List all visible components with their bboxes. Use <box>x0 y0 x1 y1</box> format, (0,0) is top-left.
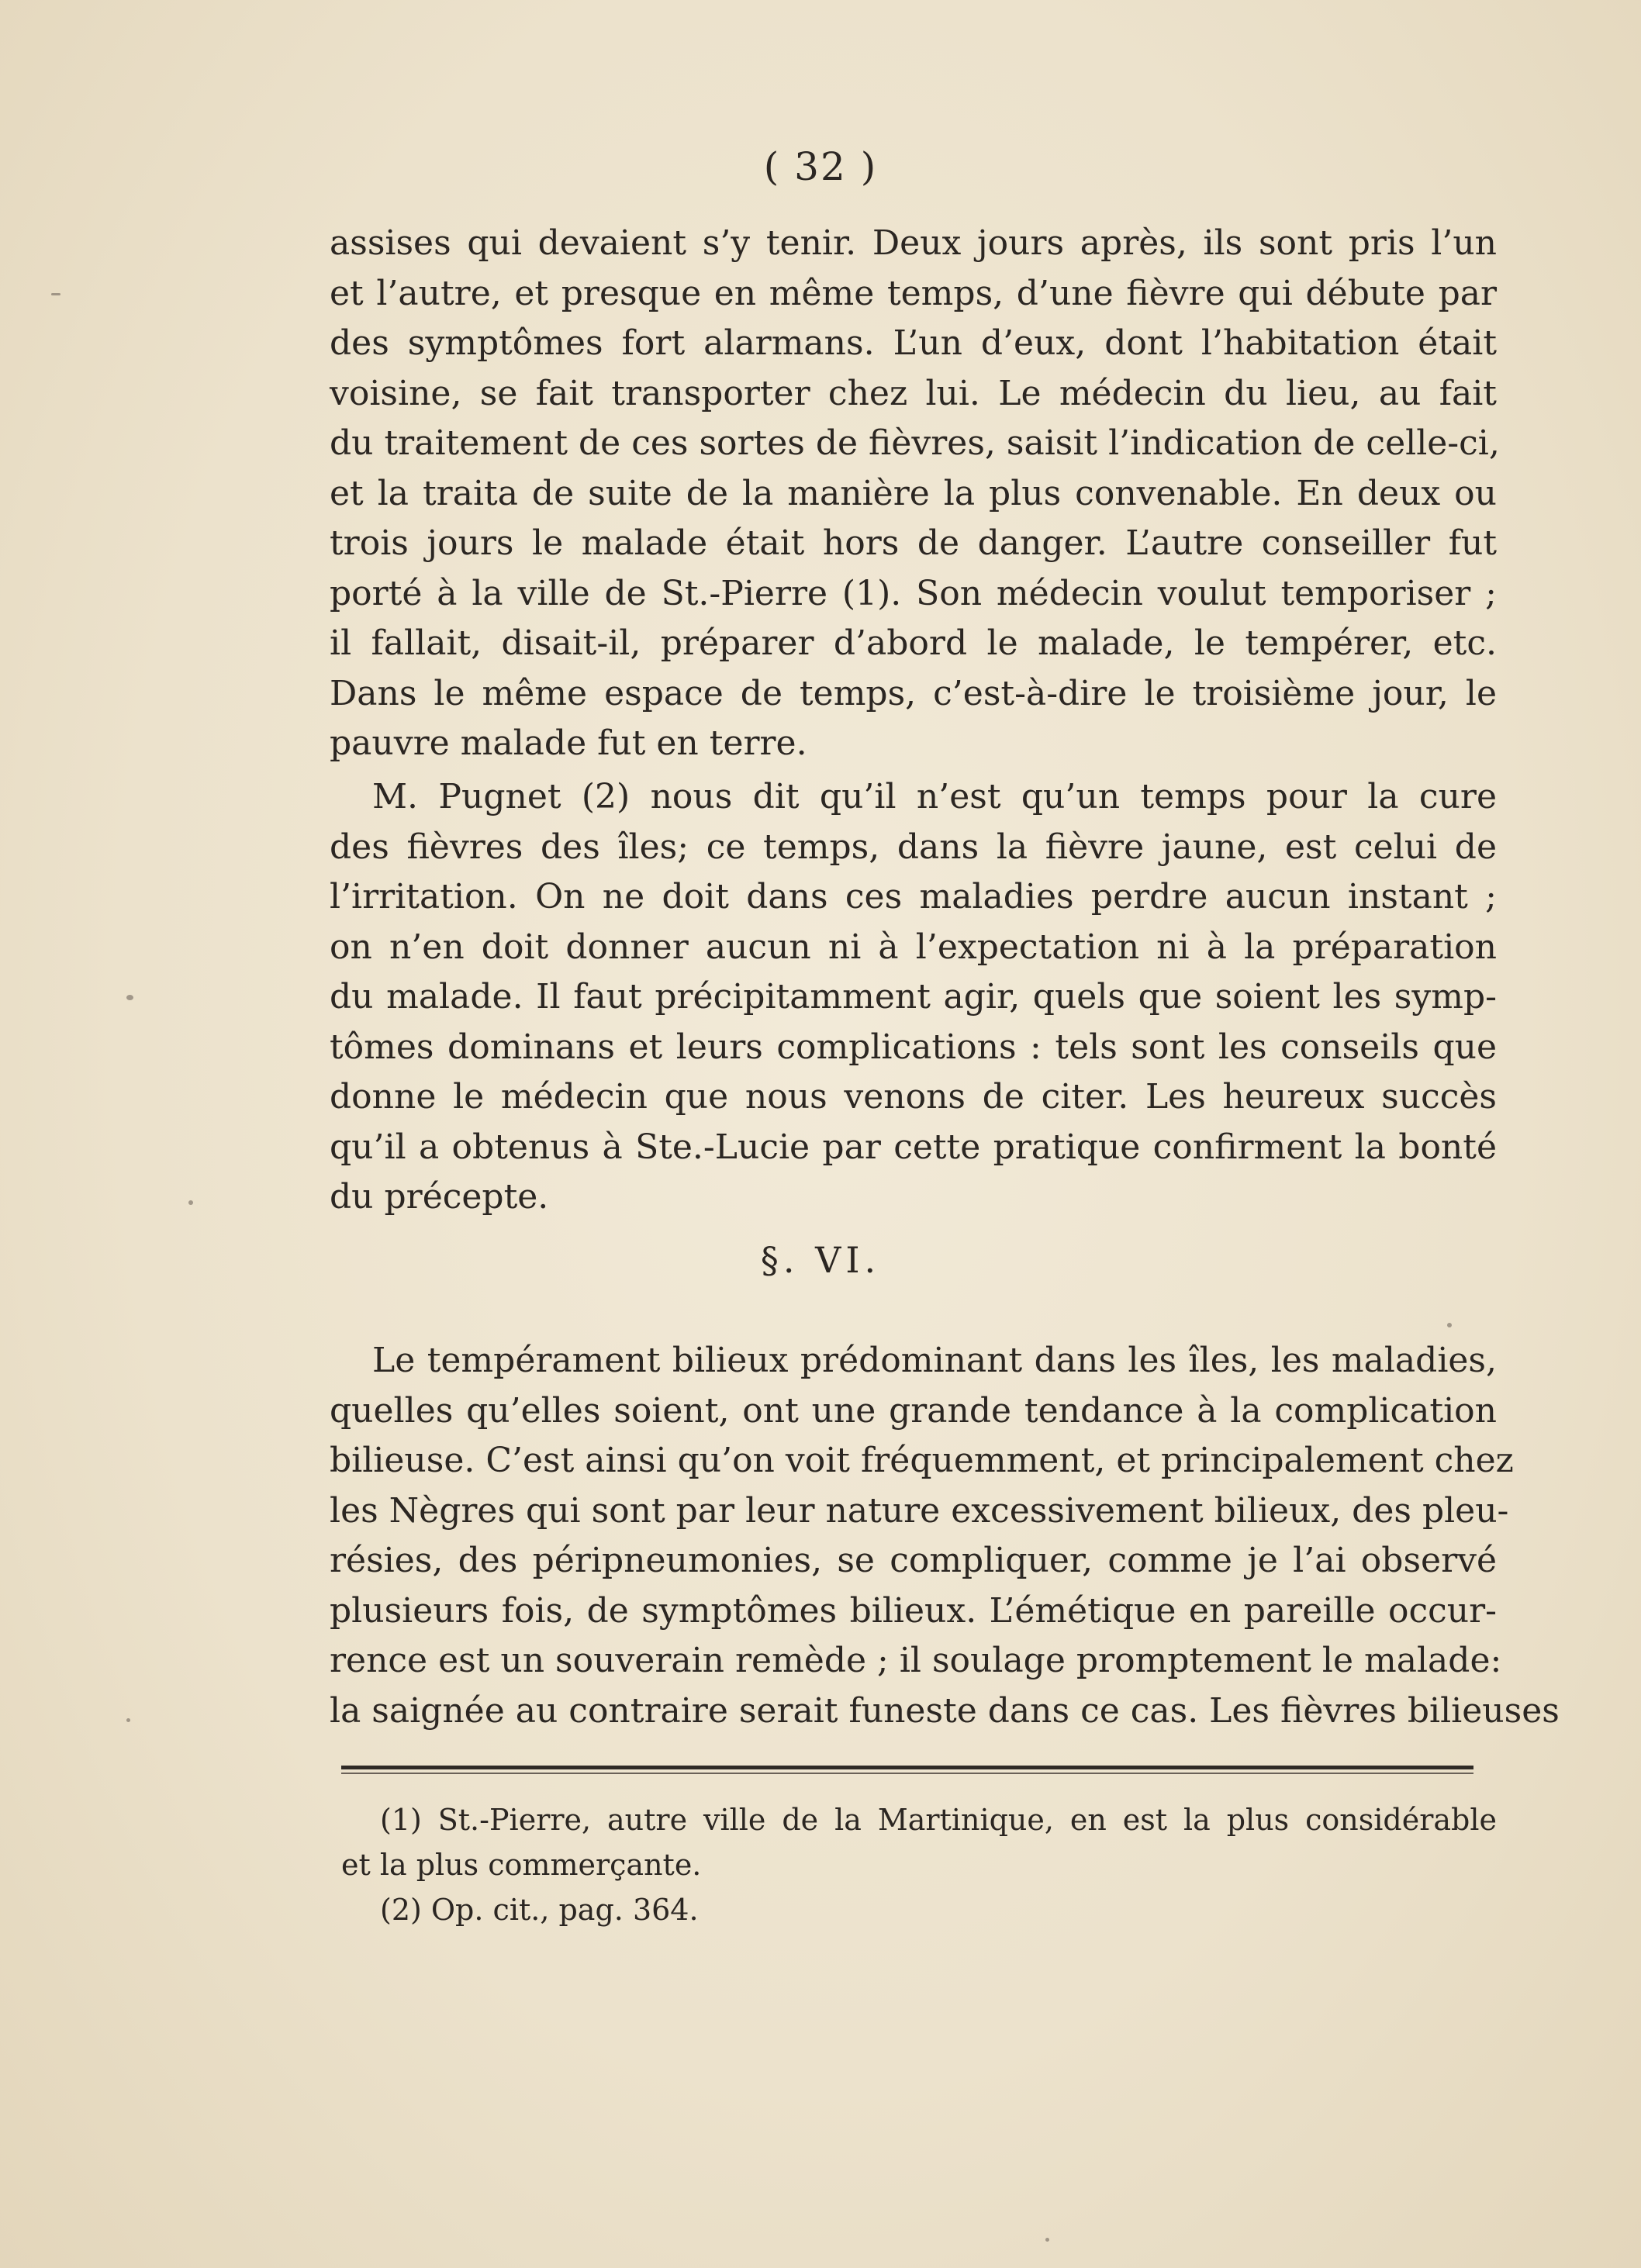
text-line: Le tempérament bilieux prédominant dans les îles, les maladies, <box>372 1341 1497 1380</box>
text-line: donne le médecin que nous venons de citer. Les heureux succès <box>330 1077 1497 1117</box>
text-line: l’irritation. On ne doit dans ces maladies perdre aucun instant ; <box>330 877 1497 917</box>
text-line: il fallait, disait-il, préparer d’abord le malade, le tempérer, etc. <box>330 623 1497 663</box>
text-line: du précepte. <box>330 1177 549 1217</box>
paragraph-2 <box>330 772 1497 1223</box>
paper-speck <box>126 995 133 1000</box>
section-heading: §. VI. <box>760 1239 881 1281</box>
paragraph-3 <box>330 1336 1560 1736</box>
text-line: tômes dominans et leurs complications : tels sont les conseils que <box>330 1027 1497 1067</box>
text-line: pauvre malade fut en terre. <box>330 723 807 763</box>
footnotes <box>341 1797 1497 1932</box>
footnote-1-continued: et la plus commerçante. <box>341 1848 702 1882</box>
text-line: porté à la ville de St.-Pierre (1). Son médecin voulut temporiser ; <box>330 573 1497 613</box>
footnote-2: (2) Op. cit., pag. 364. <box>380 1893 699 1927</box>
paper-speck <box>126 1718 130 1722</box>
text-line: la saignée au contraire serait funeste dans ce cas. Les fièvres bilieuses <box>330 1690 1560 1731</box>
text-line: bilieuse. C’est ainsi qu’on voit fréquemment, et principalement chez <box>330 1441 1514 1480</box>
paper-speck <box>1447 1323 1452 1327</box>
text-line: quelles qu’elles soient, ont une grande tendance à la complication <box>330 1390 1497 1431</box>
text-line: on n’en doit donner aucun ni à l’expectation ni à la préparation <box>330 927 1497 967</box>
paper-speck <box>1045 2238 1049 2242</box>
text-line: plusieurs fois, de symptômes bilieux. L’émétique en pareille occur- <box>330 1590 1497 1631</box>
footnote-1: (1) St.-Pierre, autre ville de la Martinique, en est la plus considérable <box>380 1803 1497 1837</box>
footnote-divider-thin <box>341 1773 1473 1774</box>
text-line: Dans le même espace de temps, c’est-à-dire le troisième jour, le <box>330 673 1497 713</box>
text-line: résies, des péripneumonies, se compliquer, comme je l’ai observé <box>330 1541 1497 1580</box>
page-number-header: ( 32 ) <box>763 144 878 189</box>
text-line: M. Pugnet (2) nous dit qu’il n’est qu’un temps pour la cure <box>372 777 1497 816</box>
text-line: trois jours le malade était hors de danger. L’autre conseiller fut <box>330 523 1497 563</box>
text-line: du traitement de ces sortes de fièvres, saisit l’indication de celle-ci, <box>330 423 1500 463</box>
text-line: qu’il a obtenus à Ste.-Lucie par cette pratique confirment la bonté <box>330 1127 1497 1167</box>
text-line: les Nègres qui sont par leur nature excessivement bilieux, des pleu- <box>330 1490 1509 1531</box>
paper-speck <box>188 1200 193 1205</box>
text-line: du malade. Il faut précipitamment agir, quels que soient les symp- <box>330 977 1497 1017</box>
text-line: et l’autre, et presque en même temps, d’une fièvre qui débute par <box>330 273 1497 313</box>
paragraph-1 <box>330 219 1500 769</box>
footnote-divider <box>341 1766 1473 1769</box>
text-line: rence est un souverain remède ; il soulage promptement le malade: <box>330 1641 1502 1680</box>
text-line: des symptômes fort alarmans. L’un d’eux, dont l’habitation était <box>330 323 1497 363</box>
paper-speck <box>51 293 60 295</box>
text-line: assises qui devaient s’y tenir. Deux jours après, ils sont pris l’un <box>330 223 1497 263</box>
text-line: et la traita de suite de la manière la plus convenable. En deux ou <box>330 473 1497 513</box>
text-line: voisine, se fait transporter chez lui. Le médecin du lieu, au fait <box>330 373 1497 413</box>
text-line: des fièvres des îles; ce temps, dans la fièvre jaune, est celui de <box>330 827 1497 867</box>
